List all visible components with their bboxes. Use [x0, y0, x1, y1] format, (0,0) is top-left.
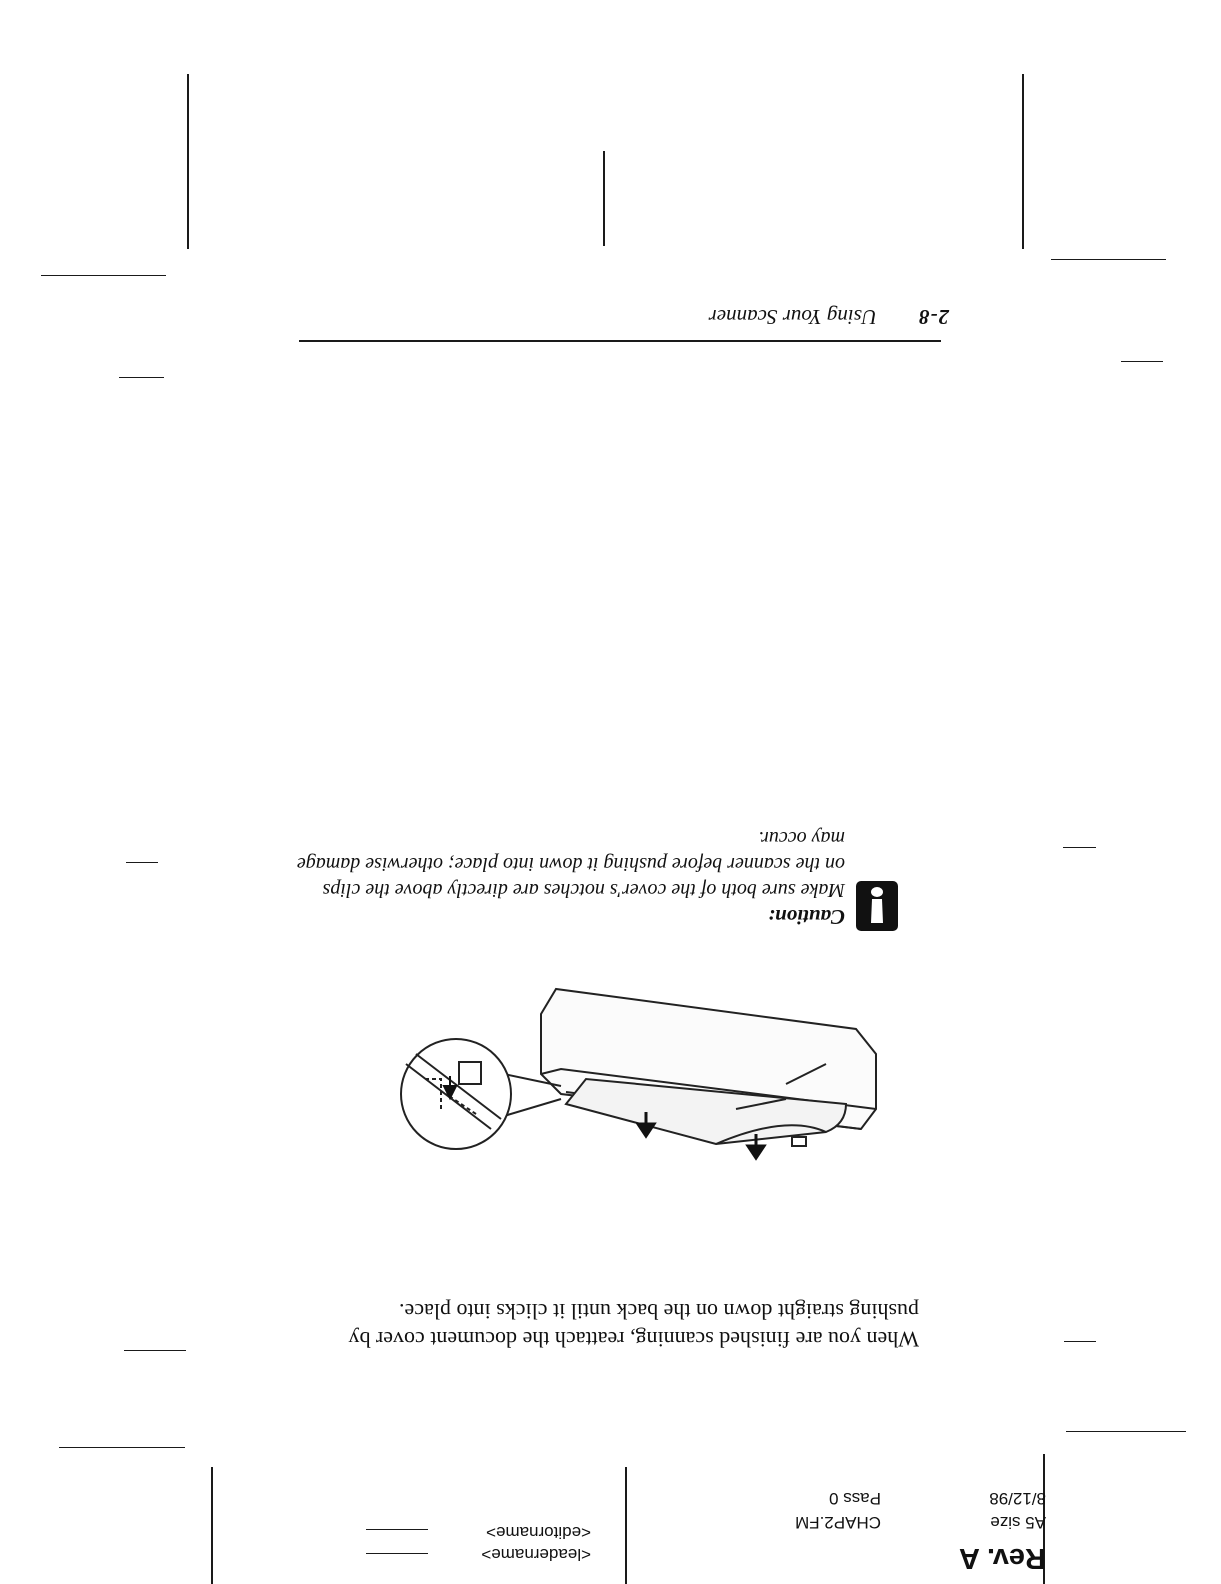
- crop-mark: [59, 1447, 185, 1448]
- caution-line: may occur.: [758, 827, 845, 849]
- date-label: 8/12/98: [989, 1489, 1046, 1508]
- caution-title: Caution:: [767, 905, 845, 929]
- revision-label: Rev. A: [958, 1542, 1046, 1574]
- file-label: CHAP2.FM: [795, 1513, 881, 1532]
- running-header-title: Using Your Scanner: [708, 305, 877, 329]
- crop-mark: [126, 862, 158, 863]
- slug-block: [146, 1454, 1046, 1584]
- header-rule: [299, 340, 941, 342]
- crop-mark: [603, 151, 605, 246]
- crop-mark: [41, 275, 166, 276]
- signature-line: [366, 1529, 428, 1530]
- crop-mark: [187, 74, 189, 249]
- caution-line: on the scanner before pushing it down into place; otherwise damage: [296, 853, 845, 875]
- crop-mark: [1121, 361, 1163, 362]
- instruction-line: When you are finished scanning, reattach the document cover by: [348, 1327, 919, 1352]
- crop-mark: [124, 1350, 186, 1351]
- crop-mark: [1022, 74, 1024, 249]
- crop-mark: [119, 377, 164, 378]
- editorname-label: <editorname>: [486, 1523, 591, 1542]
- pass-label: Pass 0: [829, 1489, 881, 1508]
- caution-line: Make sure both of the cover's notches are directly above the clips: [322, 879, 845, 901]
- scanner-cover-reattach-illustration: [376, 984, 886, 1204]
- signature-line: [366, 1553, 428, 1554]
- instruction-line: pushing straight down on the back until it clicks into place.: [399, 1299, 919, 1324]
- leadername-label: <leadername>: [481, 1545, 591, 1564]
- page-size-label: A5 size: [990, 1513, 1046, 1532]
- crop-mark: [1064, 1341, 1096, 1342]
- page-number: 2-8: [918, 305, 949, 329]
- caution-hand-icon: [855, 880, 899, 932]
- crop-mark: [1051, 259, 1166, 260]
- crop-mark: [1066, 1431, 1186, 1432]
- crop-mark: [1063, 847, 1096, 848]
